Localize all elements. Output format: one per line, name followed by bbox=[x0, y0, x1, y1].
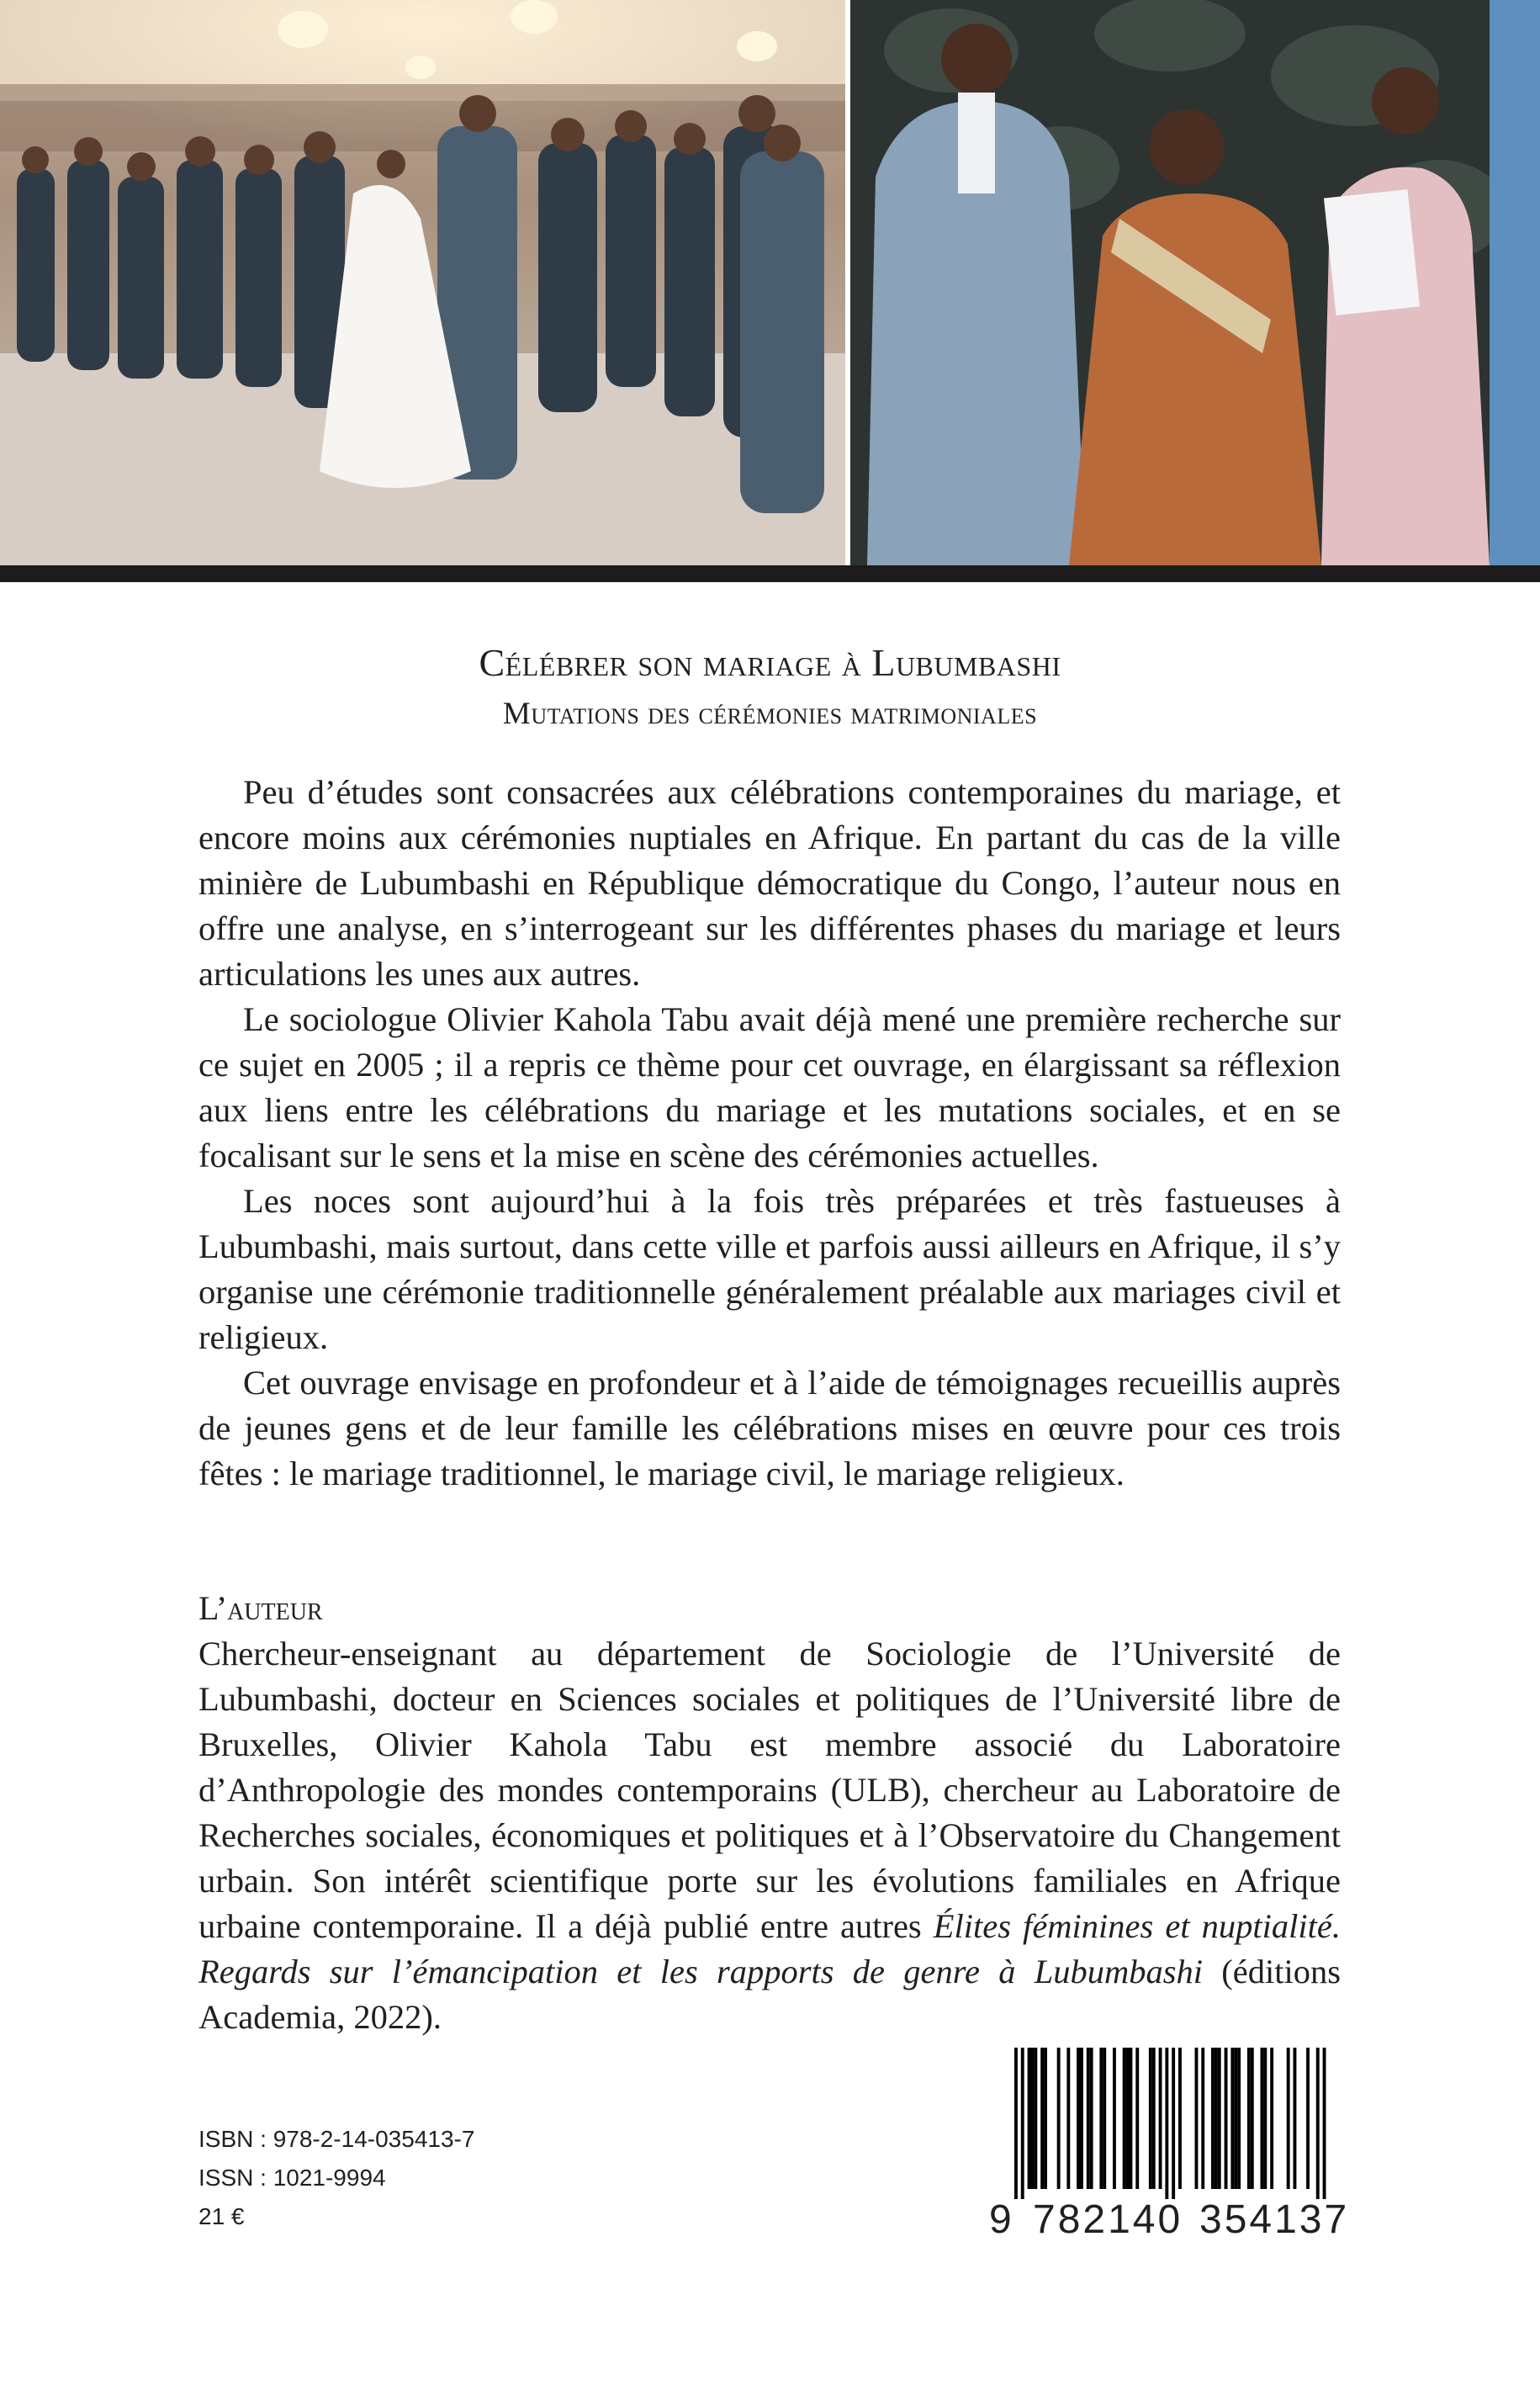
barcode-bar bbox=[1057, 2048, 1061, 2189]
barcode-bar bbox=[1034, 2048, 1037, 2189]
barcode-bar bbox=[1225, 2048, 1228, 2189]
issn-number: ISSN : 1021-9994 bbox=[198, 2165, 386, 2191]
author-heading: L’auteur bbox=[198, 1589, 323, 1627]
barcode-bar bbox=[1316, 2048, 1320, 2199]
author-bio bbox=[198, 1631, 1341, 2040]
author-bio-text: Chercheur-enseignant au département de Sociologie de l’Université de Lubumbashi, docteur en Sciences sociales et politiques de l’Université libre de Bruxelles, Olivier Kahola Tabu est membre associé du Laboratoire d’Anthropologie des mondes contemporains (ULB), chercheur au Laboratoire de Recherches sociales, économiques et politiques et à l’Observatoire du Changement urbain. Son intérêt scientifique porte sur les évolutions familiales en Afrique urbaine contemporaine. Il a déjà publié entre autres bbox=[198, 1635, 1341, 1945]
barcode-bar bbox=[1135, 2048, 1139, 2189]
blurb-paragraph: Les noces sont aujourd’hui à la fois très préparées et très fastueuses à Lubumbashi, mais surtout, dans cette ville et parfois aussi ailleurs en Afrique, il s’y organise une cérémonie traditionnelle généralement préalable aux mariages civil et religieux. bbox=[198, 1182, 1341, 1356]
barcode-first-digit: 9 bbox=[989, 2197, 1014, 2242]
barcode-bar bbox=[1021, 2048, 1024, 2199]
isbn-barcode bbox=[989, 2048, 1350, 2243]
barcode-bar bbox=[1103, 2048, 1106, 2189]
barcode-right-group: 354137 bbox=[1199, 2197, 1350, 2242]
wedding-couple-photo bbox=[850, 0, 1540, 565]
author-bio-end: (éditions Academia, 2022). bbox=[198, 1953, 1341, 2036]
barcode-bar bbox=[1113, 2048, 1116, 2189]
barcode-bar bbox=[1031, 2048, 1035, 2189]
barcode-bar bbox=[1201, 2048, 1204, 2189]
cover-photos bbox=[0, 0, 1540, 565]
barcode-bar bbox=[1247, 2048, 1251, 2189]
barcode-bar bbox=[1066, 2048, 1070, 2189]
barcode-bar bbox=[1287, 2048, 1290, 2189]
barcode-bar bbox=[1087, 2048, 1090, 2189]
barcode-bar bbox=[1230, 2048, 1234, 2189]
barcode-bar bbox=[1077, 2048, 1080, 2189]
barcode-left-group: 782140 bbox=[1033, 2197, 1183, 2242]
barcode-bar bbox=[1028, 2048, 1031, 2189]
blurb-paragraph: Cet ouvrage envisage en profondeur et à l’aide de témoignages recueillis auprès de jeunes gens et de leur famille les célébrations mises en œuvre pour ces trois fêtes : le mariage traditionnel, le mariage civil, le mariage religieux. bbox=[198, 1364, 1341, 1492]
barcode-bar bbox=[1218, 2048, 1221, 2189]
wedding-dance-photo bbox=[0, 0, 845, 565]
barcode-bar bbox=[1237, 2048, 1241, 2189]
barcode-bar bbox=[1152, 2048, 1156, 2189]
blurb-paragraph: Peu d’études sont consacrées aux célébrations contemporaines du mariage, et encore moins aux cérémonies nuptiales en Afrique. En partant du cas de la ville minière de Lubumbashi en République démocratique du Congo, l’auteur nous en offre une analyse, en s’interrogeant sur les différentes phases du mariage et leurs articulations les unes aux autres. bbox=[198, 773, 1341, 993]
barcode-bars bbox=[989, 2048, 1342, 2199]
book-title: Célébrer son mariage à Lubumbashi bbox=[479, 641, 1061, 684]
barcode-bar bbox=[1294, 2048, 1297, 2189]
barcode-bar bbox=[1270, 2048, 1273, 2189]
barcode-bar bbox=[1040, 2048, 1044, 2189]
barcode-bar bbox=[1159, 2048, 1162, 2189]
barcode-bar bbox=[1178, 2048, 1182, 2189]
book-subtitle: Mutations des cérémonies matrimoniales bbox=[502, 697, 1038, 731]
barcode-bar bbox=[1261, 2048, 1264, 2189]
barcode-bar bbox=[1323, 2048, 1326, 2199]
barcode-bar bbox=[1211, 2048, 1215, 2189]
barcode-bar bbox=[1099, 2048, 1103, 2189]
barcode-bar bbox=[1149, 2048, 1152, 2189]
photo-divider-band bbox=[0, 565, 1540, 582]
barcode-bar bbox=[1263, 2048, 1267, 2189]
book-blurb bbox=[198, 770, 1341, 1497]
barcode-bar bbox=[1130, 2048, 1133, 2189]
barcode-digits bbox=[989, 2197, 1350, 2243]
barcode-bar bbox=[1251, 2048, 1254, 2189]
blurb-paragraph: Le sociologue Olivier Kahola Tabu avait déjà mené une première recherche sur ce sujet en 2005 ; il a repris ce thème pour cet ouvrage, en élargissant sa réflexion aux liens entre les célébrations du mariage et les mutations sociales, et en se focalisant sur le sens et la mise en scène des cérémonies actuelles. bbox=[198, 1000, 1341, 1174]
barcode-bar bbox=[1080, 2048, 1083, 2189]
barcode-bar bbox=[1090, 2048, 1093, 2189]
barcode-bar bbox=[1306, 2048, 1310, 2189]
barcode-bar bbox=[1195, 2048, 1199, 2189]
author-book-title: Élites féminines et nuptialité. Regards sur l’émancipation et les rapports de genre à Lubumbashi bbox=[198, 1907, 1341, 1990]
barcode-bar bbox=[1165, 2048, 1168, 2199]
barcode-bar bbox=[1126, 2048, 1130, 2189]
price: 21 € bbox=[198, 2203, 245, 2229]
barcode-bar bbox=[1014, 2048, 1018, 2199]
barcode-bar bbox=[1044, 2048, 1047, 2189]
barcode-bar bbox=[1234, 2048, 1237, 2189]
isbn-number: ISBN : 978-2-14-035413-7 bbox=[198, 2126, 475, 2152]
barcode-bar bbox=[1123, 2048, 1126, 2189]
author-section bbox=[198, 1586, 1341, 2040]
publication-info bbox=[198, 2120, 474, 2236]
barcode-bar bbox=[1215, 2048, 1218, 2189]
barcode-bar bbox=[1172, 2048, 1175, 2199]
